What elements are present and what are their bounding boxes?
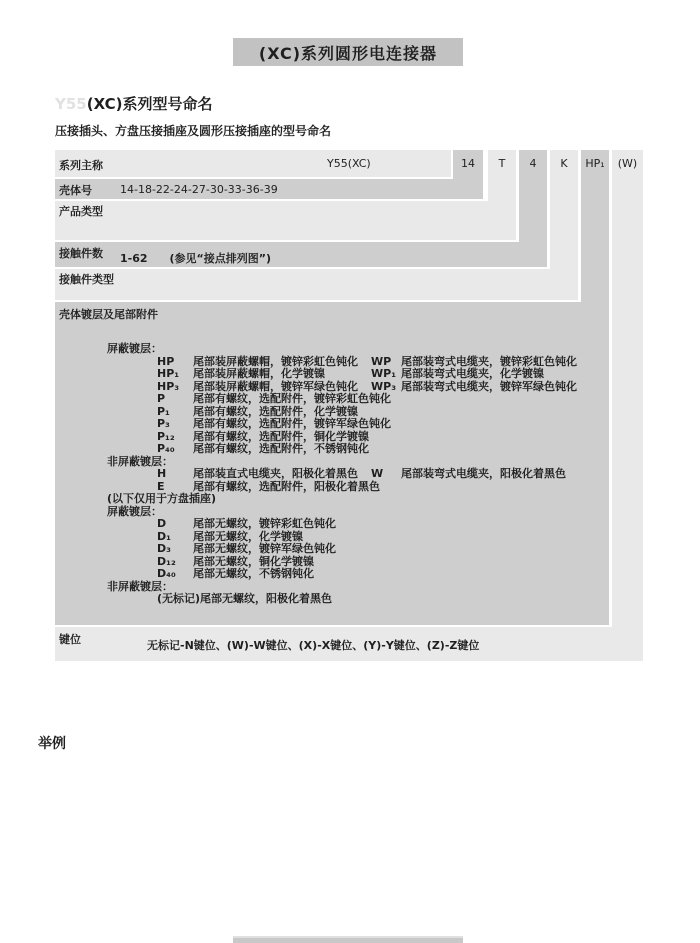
plating-subheading: 非屏蔽镀层： xyxy=(107,579,173,593)
row-product-type xyxy=(55,201,516,240)
plating-code: D₄₀ xyxy=(157,567,176,580)
key-position-values: 无标记-N键位、(W)-W键位、(X)-X键位、(Y)-Y键位、(Z)-Z键位 xyxy=(147,639,480,652)
section-heading-text: (XC)系列型号命名 xyxy=(86,95,213,113)
code-contact-count: 4 xyxy=(529,157,537,170)
plating-desc: 尾部有螺纹，选配附件，镀锌彩虹色钝化 xyxy=(193,392,391,405)
plating-desc: (无标记)尾部无螺纹，阳极化着黑色 xyxy=(157,592,333,605)
plating-desc: 尾部无螺纹，镀锌彩虹色钝化 xyxy=(193,517,336,530)
plating-code: H xyxy=(157,467,167,480)
plating-code-2: WP₁ xyxy=(371,367,397,380)
row-series-label: 系列主称 xyxy=(59,159,103,172)
plating-code: HP₁ xyxy=(157,367,180,380)
plating-desc: 尾部装屏蔽螺帽，化学镀镍 xyxy=(193,367,325,380)
plating-desc: 尾部有螺纹，选配附件，铜化学镀镍 xyxy=(193,429,369,443)
plating-desc: 尾部装屏蔽螺帽，镀锌彩虹色钝化 xyxy=(193,354,358,368)
plating-subheading: 非屏蔽镀层： xyxy=(107,454,173,468)
row-key-position-label: 键位 xyxy=(59,633,81,646)
plating-option-line xyxy=(105,418,605,431)
plating-option-line xyxy=(105,368,605,381)
examples-heading: 举例 xyxy=(38,736,66,752)
plating-desc-2: 尾部装弯式电缆夹，化学镀镍 xyxy=(401,367,544,380)
plating-desc: 尾部有螺纹，选配附件，不锈钢钝化 xyxy=(193,442,369,455)
plating-option-line xyxy=(105,493,605,506)
section-subtitle: 压接插头、方盘压接插座及圆形压接插座的型号命名 xyxy=(55,124,332,138)
shell-number-values: 14-18-22-24-27-30-33-36-39 xyxy=(120,183,278,196)
code-key-position: (W) xyxy=(617,157,638,170)
plating-code: P₁₂ xyxy=(157,429,175,443)
series-code: Y55(XC) xyxy=(327,157,371,170)
plating-option-line xyxy=(105,531,605,544)
plating-code: D xyxy=(157,517,167,530)
plating-desc: 尾部装屏蔽螺帽，镀锌军绿色钝化 xyxy=(193,379,358,393)
code-band-plating xyxy=(581,150,609,302)
plating-option-line xyxy=(105,556,605,569)
plating-code: E xyxy=(157,479,165,493)
row-shell-plating xyxy=(55,302,609,625)
row-contact-count xyxy=(55,242,547,267)
plating-code: D₃ xyxy=(157,542,171,555)
code-band-shell-number xyxy=(453,150,483,179)
plating-option-line xyxy=(105,468,605,481)
plating-option-line xyxy=(105,443,605,456)
row-contact-type xyxy=(55,269,578,300)
row-series-name xyxy=(55,150,451,177)
code-shell-number: 14 xyxy=(461,157,475,170)
plating-desc: 尾部无螺纹，不锈钢钝化 xyxy=(193,567,314,580)
plating-code-2: WP₃ xyxy=(371,379,397,393)
code-band-contact-type xyxy=(550,150,578,269)
code-product-type: T xyxy=(498,157,506,170)
plating-code: HP₃ xyxy=(157,379,180,393)
row-product-type-label: 产品类型 xyxy=(59,205,103,218)
plating-code: P₄₀ xyxy=(157,442,175,455)
plating-subheading: 屏蔽镀层： xyxy=(107,504,162,518)
plating-code: P₁ xyxy=(157,404,170,418)
row-key-position xyxy=(55,627,643,661)
model-designation-diagram xyxy=(55,150,645,661)
plating-option-line xyxy=(105,393,605,406)
plating-desc: 尾部无螺纹，化学镀镍 xyxy=(193,529,303,543)
plating-options-list xyxy=(105,343,605,606)
plating-code-2: W xyxy=(371,467,384,480)
plating-code-2: WP xyxy=(371,354,392,368)
plating-option-line xyxy=(105,506,605,519)
code-band-product-type xyxy=(488,150,516,201)
row-contact-count-label: 接触件数 xyxy=(59,247,103,260)
plating-option-line xyxy=(105,568,605,581)
contact-count-value: 1-62 (参见“接点排列图”) xyxy=(120,252,272,265)
plating-option-line xyxy=(105,518,605,531)
plating-desc-2: 尾部装弯式电缆夹，镀锌彩虹色钝化 xyxy=(401,354,577,368)
plating-desc-2: 尾部装弯式电缆夹，镀锌军绿色钝化 xyxy=(401,379,577,393)
row-contact-type-label: 接触件类型 xyxy=(59,273,114,286)
plating-option-line xyxy=(105,593,605,606)
page-title xyxy=(233,38,463,66)
plating-code: P₃ xyxy=(157,417,170,430)
code-band-key-position xyxy=(612,150,643,627)
plating-subheading: (以下仅用于方盘插座) xyxy=(107,492,217,505)
plating-subheading: 屏蔽镀层： xyxy=(107,342,162,355)
plating-code: HP xyxy=(157,354,175,368)
plating-desc: 尾部有螺纹，选配附件，阳极化着黑色 xyxy=(193,479,380,493)
code-contact-type: K xyxy=(560,157,568,170)
plating-code: D₁ xyxy=(157,529,171,543)
plating-code: P xyxy=(157,392,166,405)
plating-desc: 尾部无螺纹，铜化学镀镍 xyxy=(193,554,314,568)
plating-desc: 尾部装直式电缆夹，阳极化着黑色 xyxy=(193,467,358,480)
row-shell-label: 壳体号 xyxy=(59,184,92,197)
row-shell-number xyxy=(55,179,483,199)
plating-code: D₁₂ xyxy=(157,554,176,568)
plating-desc: 尾部无螺纹，镀锌军绿色钝化 xyxy=(193,542,336,555)
next-page-edge xyxy=(233,936,463,943)
plating-option-line xyxy=(105,343,605,356)
plating-option-line xyxy=(105,543,605,556)
code-band-contact-count xyxy=(519,150,547,242)
plating-desc: 尾部有螺纹，选配附件，镀锌军绿色钝化 xyxy=(193,417,391,430)
code-plating: HP₁ xyxy=(585,157,605,170)
row-shell-plating-label: 壳体镀层及尾部附件 xyxy=(59,308,158,321)
section-heading xyxy=(55,93,213,114)
plating-desc: 尾部有螺纹，选配附件，化学镀镍 xyxy=(193,404,358,418)
page-title-text: (XC)系列圆形电连接器 xyxy=(258,43,438,63)
plating-desc-2: 尾部装弯式电缆夹，阳极化着黑色 xyxy=(401,467,566,480)
section-heading-faded-prefix: Y55 xyxy=(55,95,87,113)
